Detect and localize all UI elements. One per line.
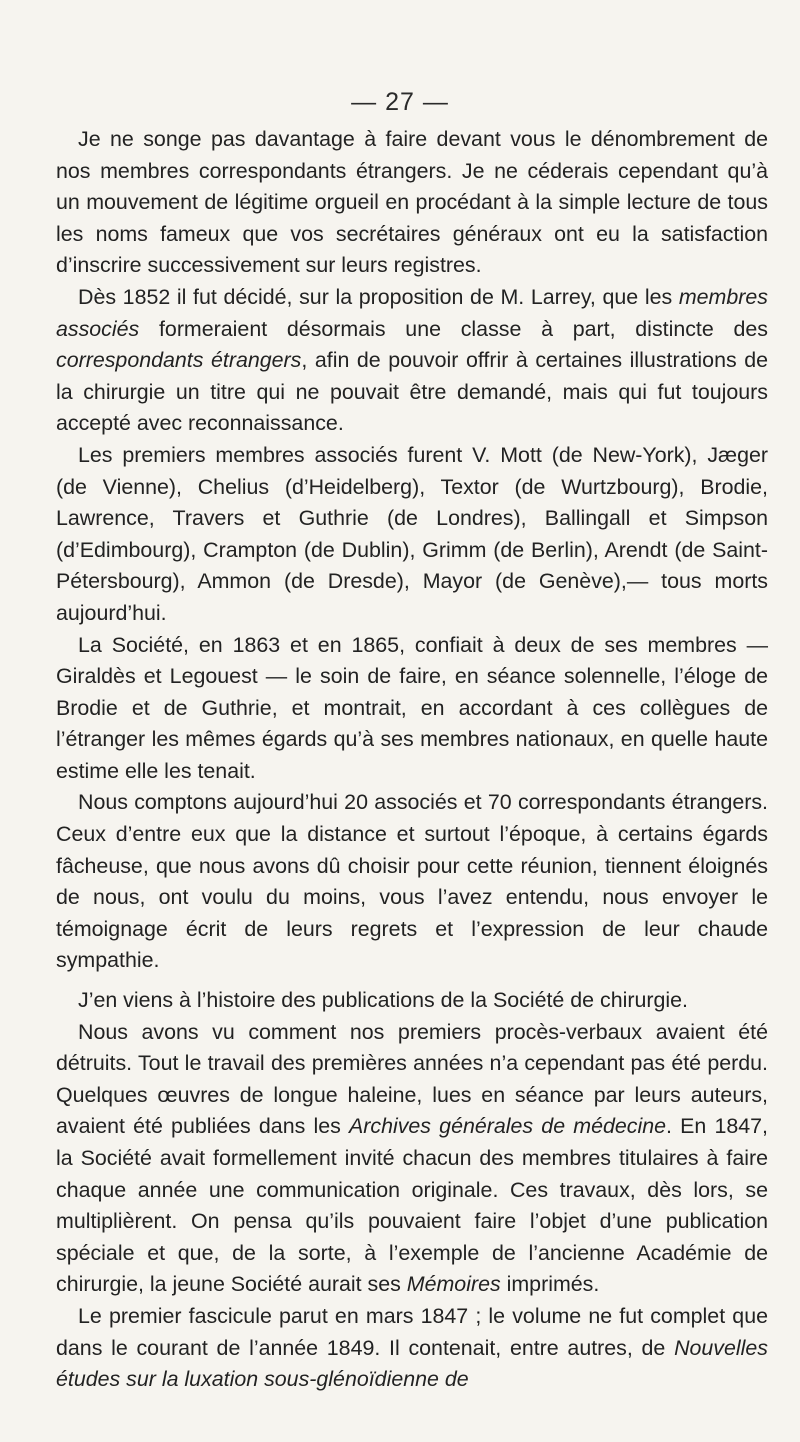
paragraph — [56, 630, 768, 788]
text-segment: Nous comptons aujourd’hui 20 associés et 70 correspondants étrangers. Ceux d’entre eux que la distance et surtout l’époque, à certains égards fâcheuse, que nous avons dû choisir pour cette réunion, tiennent éloignés de nous, ont voulu du moins, vous l’avez entendu, nous envoyer le témoignage écrit de leurs regrets et l’expression de leur chaude sympathie. — [56, 790, 768, 973]
italic-term: correspondants étrangers — [56, 348, 302, 373]
text-segment: Je ne songe pas davantage à faire devant vous le dénombrement de nos membres correspondants étrangers. Je ne céderais cependant qu’à un mouvement de légitime orgueil en procédant à la simple lecture de tous les noms fameux que vos secrétaires généraux ont eu la satisfaction d’inscrire successivement sur leurs registres. — [56, 127, 768, 278]
text-segment: formeraient désormais une classe à part, distincte des — [139, 316, 768, 341]
text-body — [56, 124, 768, 1396]
paragraph — [56, 124, 768, 282]
text-segment: Nous avons vu comment nos premiers procès-verbaux avaient été détruits. Tout le travail des premières années n’a cependant pas été perdu. Quelques œuvres de longue haleine, lues en séance par leurs auteurs, avaient été publiées dans les — [56, 1019, 768, 1139]
text-segment: . En 1847, la Société avait formellement invité chacun des membres titulaires à faire chaque année une communication originale. Ces travaux, dès lors, se multiplièrent. On pensa qu’ils pouvaient faire l’objet d’une publication spéciale et que, de la sorte, à l’exemple de l’ancienne Académie de chirurgie, la jeune Société aurait ses — [56, 1114, 768, 1297]
paragraph — [56, 787, 768, 977]
page-number: — 27 — — [351, 88, 449, 116]
paragraph — [56, 1301, 768, 1396]
italic-title: Nouvelles études sur la luxation sous-glénoïdienne de — [56, 1335, 768, 1392]
text-segment: J’en viens à l’histoire des publications de la Société de chirurgie. — [78, 988, 688, 1013]
italic-title: Mémoires — [406, 1272, 501, 1297]
text-segment: Dès 1852 il fut décidé, sur la proposition de M. Larrey, que les — [78, 284, 679, 309]
paragraph — [56, 1017, 768, 1301]
text-segment: , afin de pouvoir offrir à certaines illustrations de la chirurgie un titre qui ne pouvait être demandé, mais qui fut toujours accepté avec reconnaissance. — [56, 348, 768, 436]
italic-term: membres associés — [56, 284, 768, 341]
text-segment: Les premiers membres associés furent V. Mott (de New-York), Jæger (de Vienne), Chelius (d’Heidelberg), Textor (de Wurtzbourg), Brodie, Lawrence, Travers et Guthrie (de Londres), Ballingall et Simpson (d’Edimbourg), Crampton (de Dublin), Grimm (de Berlin), Arendt (de Saint-Pétersbourg), Ammon (de Dresde), Mayor (de Genève),— tous morts aujourd’hui. — [56, 442, 768, 625]
paragraph — [56, 985, 768, 1017]
italic-title: Archives générales de médecine — [348, 1114, 667, 1139]
text-segment: imprimés. — [500, 1272, 600, 1297]
text-segment: La Société, en 1863 et en 1865, confiait à deux de ses membres — Giraldès et Legouest — le soin de faire, en séance solennelle, l’éloge de Brodie et de Guthrie, et montrait, en accordant à ces collègues de l’étranger les mêmes égards qu’à ses membres nationaux, en quelle haute estime elle les tenait. — [56, 632, 768, 783]
paragraph — [56, 282, 768, 440]
paragraph — [56, 440, 768, 630]
text-segment: Le premier fascicule parut en mars 1847 ; le volume ne fut complet que dans le courant de l’année 1849. Il contenait, entre autres, de — [56, 1303, 768, 1360]
